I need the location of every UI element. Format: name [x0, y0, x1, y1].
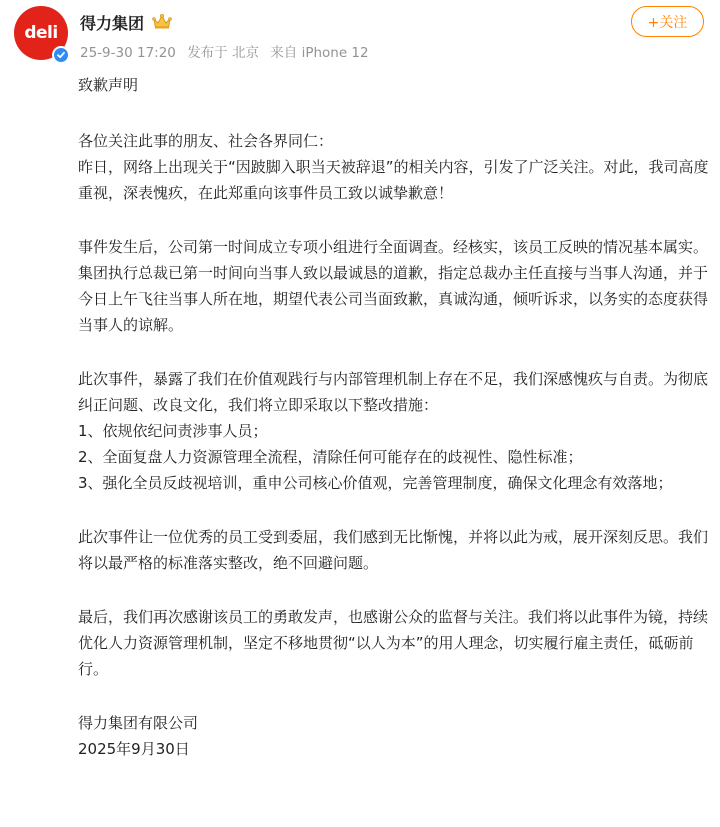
spacer	[78, 338, 710, 366]
measure-2: 2、全面复盘人力资源管理全流程，清除任何可能存在的歧视性、隐性标准；	[78, 448, 583, 466]
follow-button[interactable]: +关注	[631, 6, 704, 37]
avatar-logo-text: deli	[24, 23, 58, 43]
spacer	[78, 576, 710, 604]
statement-date: 2025年9月30日	[78, 740, 190, 758]
verified-check-icon	[52, 46, 70, 64]
post-content	[78, 72, 710, 762]
paragraph-5: 最后，我们再次感谢该员工的勇敢发声，也感谢公众的监督与关注。我们将以此事件为镜，持续优化人力资源管理机制，坚定不移地贯彻“以人为本”的用人理念，切实履行雇主责任，砥砺前行。	[78, 608, 709, 678]
post-meta	[80, 41, 376, 61]
post-time: 25-9-30 17:20	[80, 45, 176, 61]
paragraph-3: 此次事件，暴露了我们在价值观践行与内部管理机制上存在不足，我们深感愧疚与自责。为彻底纠正问题、改良文化，我们将立即采取以下整改措施：	[78, 370, 709, 414]
spacer	[78, 98, 710, 126]
avatar[interactable]	[14, 6, 68, 60]
paragraph-4: 此次事件让一位优秀的员工受到委屈，我们感到无比惭愧，并将以此为戒，展开深刻反思。我们将以最严格的标准落实整改，绝不回避问题。	[78, 528, 709, 572]
account-name[interactable]: 得力集团	[80, 13, 145, 33]
spacer	[78, 496, 710, 524]
post-source: 来自 iPhone 12	[270, 45, 369, 61]
post-location: 发布于 北京	[187, 45, 259, 61]
article-title: 致歉声明	[78, 76, 139, 94]
salutation: 各位关注此事的朋友、社会各界同仁：	[78, 132, 334, 150]
spacer	[78, 206, 710, 234]
account-name-row	[80, 10, 172, 34]
crown-icon	[152, 13, 172, 31]
measure-1: 1、依规依纪问责涉事人员；	[78, 422, 268, 440]
spacer	[78, 682, 710, 710]
post-header	[0, 0, 720, 72]
paragraph-1: 昨日，网络上出现关于“因跛脚入职当天被辞退”的相关内容，引发了广泛关注。对此，我司高度重视，深表愧疚，在此郑重向该事件员工致以诚挚歉意！	[78, 158, 709, 202]
paragraph-2: 事件发生后，公司第一时间成立专项小组进行全面调查。经核实，该员工反映的情况基本属实。集团执行总裁已第一时间向当事人致以最诚恳的道歉，指定总裁办主任直接与当事人沟通，并于今日上午飞往当事人所在地，期望代表公司当面致歉，真诚沟通，倾听诉求，以务实的态度获得当事人的谅解。	[78, 238, 709, 334]
measure-3: 3、强化全员反歧视培训，重申公司核心价值观，完善管理制度，确保文化理念有效落地；	[78, 474, 673, 492]
signature: 得力集团有限公司	[78, 714, 199, 732]
